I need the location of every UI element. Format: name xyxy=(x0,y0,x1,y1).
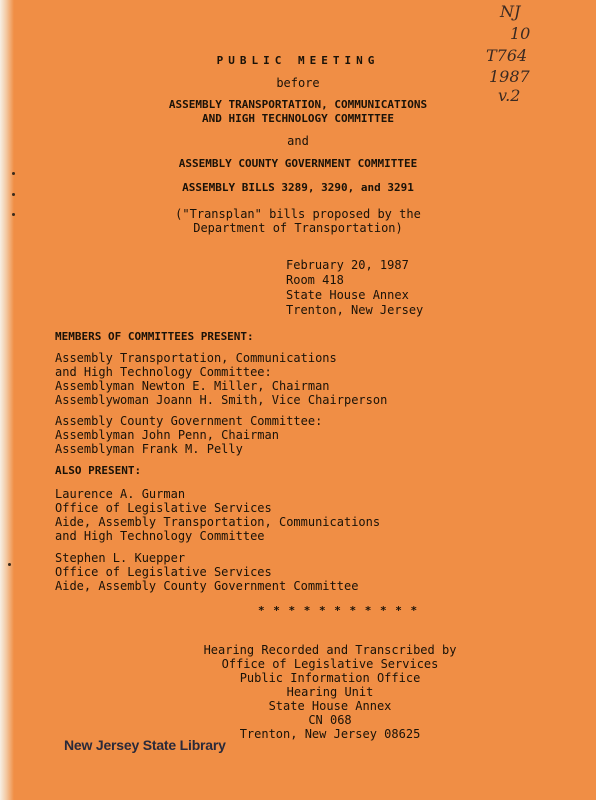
bills-heading: ASSEMBLY BILLS 3289, 3290, and 3291 xyxy=(182,181,414,194)
handwritten-annotation: 1987 xyxy=(489,67,530,86)
staff-line: Aide, Assembly Transportation, Communications xyxy=(55,515,381,529)
subtitle-line1: ("Transplan" bills proposed by the xyxy=(175,207,421,221)
meeting-date: February 20, 1987 xyxy=(286,258,409,272)
page-title: PUBLIC MEETING xyxy=(216,54,380,67)
members-heading: MEMBERS OF COMMITTEES PRESENT: xyxy=(55,330,254,343)
transport-committee-name: and High Technology Committee: xyxy=(55,365,272,379)
punch-mark xyxy=(12,172,15,175)
county-committee-name: Assembly County Government Committee: xyxy=(55,414,323,428)
committee1-line2: AND HIGH TECHNOLOGY COMMITTEE xyxy=(201,112,395,125)
punch-mark xyxy=(8,563,11,566)
library-stamp: New Jersey State Library xyxy=(64,737,226,753)
footer-line: Office of Legislative Services xyxy=(221,657,439,671)
staff-line: Office of Legislative Services xyxy=(55,501,272,515)
committee1-line1: ASSEMBLY TRANSPORTATION, COMMUNICATIONS xyxy=(168,98,428,111)
committee-member: Assemblywoman Joann H. Smith, Vice Chairperson xyxy=(55,393,388,407)
footer-line: Hearing Unit xyxy=(286,685,374,699)
committee-member: Assemblyman Newton E. Miller, Chairman xyxy=(55,379,330,393)
footer-line: State House Annex xyxy=(268,699,392,713)
separator-stars: * * * * * * * * * * * xyxy=(258,604,419,617)
and-label: and xyxy=(287,134,309,148)
staff-line: Stephen L. Kuepper xyxy=(55,551,186,565)
meeting-city: Trenton, New Jersey xyxy=(286,303,424,317)
staff-line: Office of Legislative Services xyxy=(55,565,272,579)
staff-line: Laurence A. Gurman xyxy=(55,487,186,501)
meeting-building: State House Annex xyxy=(286,288,409,302)
handwritten-annotation: NJ xyxy=(500,2,521,21)
footer-line: Public Information Office xyxy=(239,671,421,685)
committee-member: Assemblyman Frank M. Pelly xyxy=(55,442,243,456)
handwritten-annotation: 10 xyxy=(510,24,531,43)
transport-committee-name: Assembly Transportation, Communications xyxy=(55,351,337,365)
handwritten-annotation: T764 xyxy=(486,46,528,65)
footer-line: CN 068 xyxy=(308,713,352,727)
also-present-heading: ALSO PRESENT: xyxy=(55,464,142,477)
committee2-heading: ASSEMBLY COUNTY GOVERNMENT COMMITTEE xyxy=(178,157,418,170)
staff-line: and High Technology Committee xyxy=(55,529,265,543)
footer-line: Trenton, New Jersey 08625 xyxy=(239,727,421,741)
before-label: before xyxy=(276,76,320,90)
committee-member: Assemblyman John Penn, Chairman xyxy=(55,428,279,442)
handwritten-annotation: v.2 xyxy=(498,86,521,105)
meeting-room: Room 418 xyxy=(286,273,344,287)
footer-line: Hearing Recorded and Transcribed by xyxy=(203,643,457,657)
staff-line: Aide, Assembly County Government Committee xyxy=(55,579,359,593)
subtitle-line2: Department of Transportation) xyxy=(193,221,403,235)
